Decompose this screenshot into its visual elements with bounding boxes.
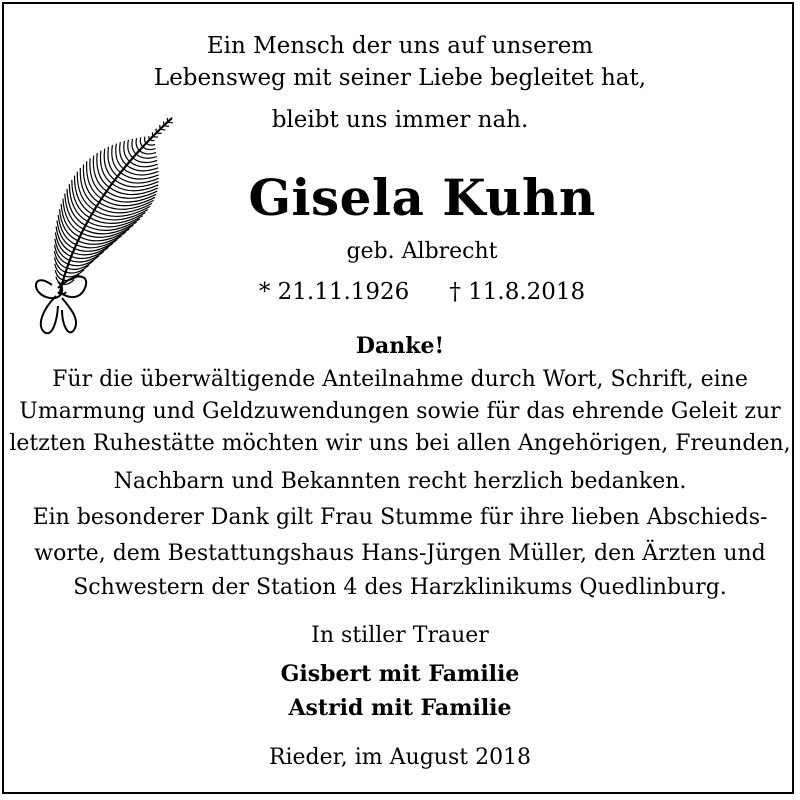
mourner-name-1: Gisbert mit Familie (280, 661, 520, 687)
feather-barb (143, 147, 156, 150)
feather-barb (120, 142, 127, 165)
feather-barb (146, 143, 155, 145)
birth-date: * 21.11.1926 (258, 279, 410, 305)
motto-line-2: Lebensweg mit seiner Liebe begleitet hat, (153, 65, 647, 91)
thanks-line-2: Umarmung und Geldzuwendungen sowie für das ehrende Geleit zur (19, 399, 781, 424)
feather-with-ribbon-icon (22, 110, 192, 350)
birth-name: geb. Albrecht (346, 239, 498, 264)
feather-barb (150, 140, 155, 141)
mourner-name-2: Astrid mit Familie (288, 695, 512, 721)
thanks-line-1: Für die überwältigende Anteilnahme durch Wort, Schrift, eine (52, 367, 748, 392)
feather-barb (139, 151, 156, 154)
mourning-intro: In stiller Trauer (311, 623, 489, 648)
motto-line-1: Ein Mensch der uns auf unserem (206, 33, 594, 59)
feather-barb (136, 154, 157, 158)
feather-barb (153, 136, 158, 137)
place-and-date: Rieder, im August 2018 (268, 745, 532, 770)
death-date: † 11.8.2018 (449, 279, 586, 305)
thanks-heading: Danke! (355, 333, 445, 359)
feather-barb (145, 137, 147, 144)
feather-barb (140, 137, 143, 146)
thanks-line-3: letzten Ruhestätte möchten wir uns bei allen Angehörigen, Freunden, (9, 431, 791, 456)
motto-line-3: bleibt uns immer nah. (271, 107, 529, 133)
thanks-line-6: worte, dem Bestattungshaus Hans-Jürgen Müller, den Ärzten und (34, 541, 766, 566)
thanks-line-7: Schwestern der Station 4 des Harzklinikums Quedlinburg. (73, 575, 727, 600)
thanks-line-5: Ein besonderer Dank gilt Frau Stumme für ihre lieben Abschieds- (32, 505, 768, 530)
feather-barb (136, 138, 139, 150)
life-dates (22, 276, 800, 308)
thanks-line-4: Nachbarn und Bekannten recht herzlich bedanken. (113, 469, 687, 494)
deceased-name: Gisela Kuhn (248, 168, 596, 227)
feather-barb (149, 136, 150, 140)
feather-barb (132, 139, 136, 154)
